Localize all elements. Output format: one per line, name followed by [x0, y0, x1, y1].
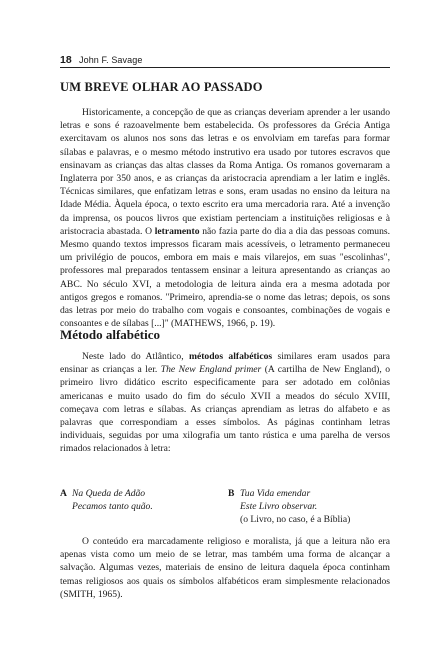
paragraph-text: Historicamente, a concepção de que as crianças deveriam aprender a ler usando letras e sons é razoavelmente bem estabelecida. Os professores da Grécia Antiga exercitavam os alunos nos sons das letras e os envolviam em tarefas para formar sílabas e palavras, e o mesmo método instrutivo era usado por tutores escravos que ensinavam as crianças das altas classes da Roma Antiga. Os romanos governaram a Inglaterra por 350 anos, e as crianças da aristocracia aprendiam a ler latim e inglês. Técnicas similares, que enfatizam letras e sons, eram usadas no ensino da leitura na Idade Média. Àquela época, o texto escrito era uma mercadoria rara. Até a invenção da imprensa, os poucos livros que existiam pertenciam a instituições religiosas e à aristocracia abastada. O — [60, 107, 390, 237]
rhymed-verses — [60, 487, 390, 531]
paragraph-text: Neste lado do Atlântico, — [82, 351, 189, 362]
verse-a — [60, 487, 153, 513]
verse-text: Este Livro observar. — [240, 501, 318, 513]
running-header-author: John F. Savage — [79, 55, 143, 65]
verse-note: (o Livro, no caso, é a Bíblia) — [240, 514, 351, 526]
paragraph-body — [60, 106, 390, 330]
verse-letter: A — [60, 488, 67, 499]
header-rule — [60, 67, 390, 68]
paragraph-text: não fazia parte do dia a dia das pessoas comuns. Mesmo quando textos impressos ficaram mais acessíveis, o letramento permaneceu um privilégio de poucos, embora em mais e mais vilarejos, em suas "escolinhas", professores mal preparados tentassem ensinar a leitura apresentando as crianças ao ABC. No século XVI, a metodologia de leitura ainda era a mesma adotada por antigos gregos e romanos. "Primeiro, aprendia-se o nome das letras; depois, os sons das letras por meio do trabalho com vogais e consoantes, combinações de vogais e consoantes e de sílabas [...]" (MATHEWS, 1966, p. 19). — [60, 225, 391, 330]
bold-term-letramento: letramento — [154, 225, 200, 237]
paragraph-body — [60, 350, 390, 456]
verse-text: Tua Vida emendar — [240, 488, 311, 499]
verse-letter: B — [228, 488, 235, 499]
paragraph-text: O conteúdo era marcadamente religioso e moralista, já que a leitura não era apenas vista como um meio de se letrar, mas também uma forma de alcançar a salvação. Algumas vezes, materiais de ensino de leitura daquela época continham temas religiosos aos quais os símbolos alfabéticos eram simplesmente relacionados (SMITH, 1965). — [60, 536, 390, 600]
section-heading-metodo-alfabetico: Método alfabético — [60, 327, 161, 342]
page-number: 18 — [60, 54, 72, 66]
verse-text: Na Queda de Adão — [72, 488, 146, 499]
section-heading-breve-olhar: UM BREVE OLHAR AO PASSADO — [60, 80, 263, 94]
bold-term-metodos-alfabeticos: métodos alfabéticos — [188, 351, 273, 362]
paragraph-historicamente — [60, 106, 390, 330]
paragraph-atlantico — [60, 350, 390, 456]
paragraph-text: similares eram usados para ensinar as crianças a ler. — [60, 351, 391, 376]
verse-line — [228, 487, 350, 500]
running-header — [60, 52, 390, 68]
verse-text: Pecamos tanto quão. — [72, 501, 153, 513]
verse-b — [228, 487, 350, 527]
paragraph-text: (A cartilha de New England), o primeiro livro didático escrito especificamente para ser adotado em colônias americanas e muito usado do fim do século XVII a meados do século XVIII, começava com letras e sílabas. As crianças aprendiam as letras do alfabeto e as palavras que correspondiam a esses símbolos. As páginas continham letras individuais, seguidas por uma xilografia um tanto rústica e uma parelha de versos rimados relacionados à letra: — [60, 364, 390, 455]
verse-line — [60, 487, 153, 500]
paragraph-conteudo — [60, 535, 390, 601]
italic-book-title: The New England primer — [160, 364, 262, 376]
